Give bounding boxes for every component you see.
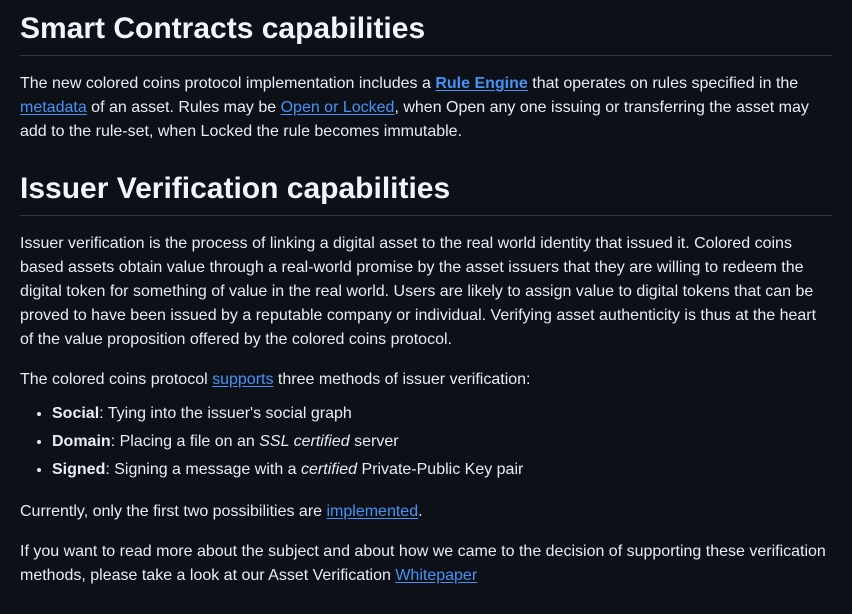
text: The colored coins protocol	[20, 371, 213, 388]
method-name: Domain	[52, 433, 111, 450]
whitepaper-link[interactable]: Whitepaper	[395, 567, 478, 584]
metadata-link[interactable]: metadata	[20, 99, 87, 116]
text: of an asset. Rules may be	[86, 99, 281, 116]
text: , when Open any one issuing or transferring the asset may add to the rule-set, when Locked the rule becomes immutable.	[20, 99, 809, 140]
list-item-social	[52, 400, 832, 428]
verification-methods-list	[20, 400, 832, 484]
method-desc: : Tying into the issuer's social graph	[99, 405, 352, 422]
supports-link[interactable]: supports	[212, 371, 274, 388]
rule-engine-link[interactable]: Rule Engine	[435, 75, 528, 92]
method-desc: : Signing a message with a	[105, 461, 302, 478]
methods-intro-paragraph	[20, 368, 832, 392]
text: that operates on rules specified in the	[527, 75, 799, 92]
implemented-link[interactable]: implemented	[326, 503, 419, 520]
whitepaper-paragraph	[20, 540, 832, 588]
list-item-domain	[52, 428, 832, 456]
text: The new colored coins protocol implementation includes a	[20, 75, 436, 92]
method-emphasis: SSL certified	[259, 433, 350, 450]
method-name: Social	[52, 405, 100, 422]
text: .	[418, 503, 423, 520]
text: Currently, only the first two possibilities are	[20, 503, 327, 520]
method-desc: : Placing a file on an	[110, 433, 260, 450]
heading-issuer-verification: Issuer Verification capabilities	[20, 170, 832, 216]
text: If you want to read more about the subject and about how we came to the decision of supporting these verification methods, please take a look at our Asset Verification	[20, 543, 826, 584]
smart-contracts-paragraph	[20, 72, 832, 144]
heading-smart-contracts: Smart Contracts capabilities	[20, 0, 832, 56]
text: three methods of issuer verification:	[273, 371, 531, 388]
open-or-locked-link[interactable]: Open or Locked	[280, 99, 395, 116]
method-emphasis: certified	[301, 461, 358, 478]
implemented-paragraph	[20, 500, 832, 524]
method-desc: Private-Public Key pair	[357, 461, 524, 478]
list-item-signed	[52, 456, 832, 484]
issuer-verification-paragraph: Issuer verification is the process of linking a digital asset to the real world identity that issued it. Colored coins based assets obtain value through a real-world promise by the asset issuers that they are willing to redeem the digital token for something of value in the real world. Users are likely to assign value to digital tokens that can be proved to have been issued by a reputable company or individual. Verifying asset authenticity is thus at the heart of the value proposition offered by the colored coins protocol.	[20, 235, 817, 348]
method-desc: server	[349, 433, 399, 450]
method-name: Signed	[52, 461, 106, 478]
